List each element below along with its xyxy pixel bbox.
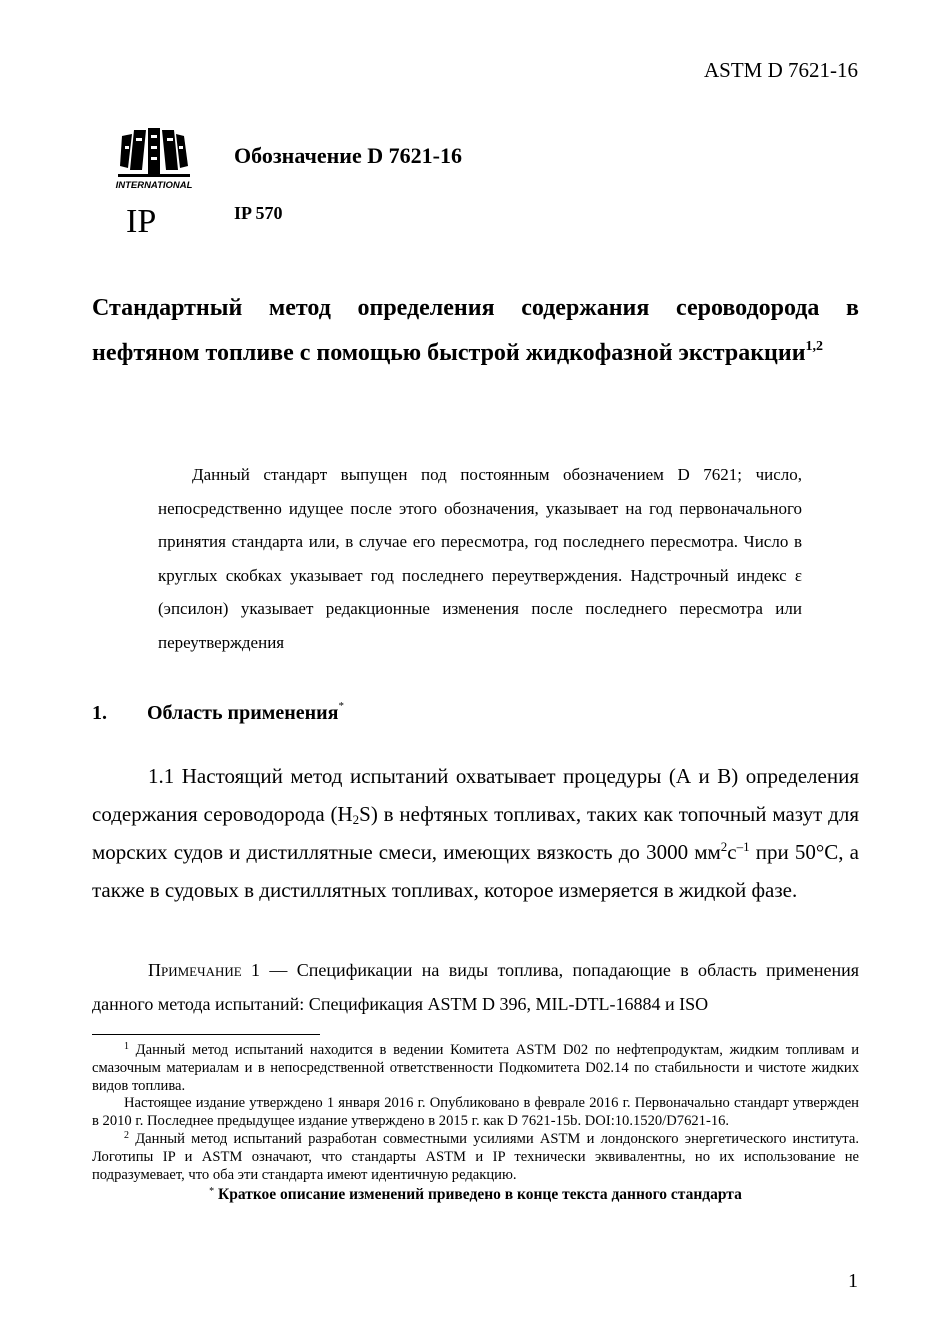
astm-logo [112, 126, 196, 194]
note-1 [92, 953, 859, 1021]
designation-notice: Данный стандарт выпущен под постоянным обозначением D 7621; число, непосредственно идущее после этого обозначения, указывает на год первоначального принятия стандарта или, в случае его пересмотра, год последнего пересмотра. Число в круглых скобках указывает год последнего переутверждения. Надстрочный индекс ε (эпсилон) указывает редакционные изменения после последнего пересмотра или переутверждения [158, 465, 802, 652]
footnote-1-text: Данный метод испытаний находится в ведении Комитета ASTM D02 по нефтепродуктам, жидким топливам и смазочным материалам и в непосредственной ответственности Подкомитета D02.14 по стабильности и чистоте жидких видов топлива. [92, 1042, 859, 1094]
footnote-1-mark: 1 [124, 1041, 129, 1052]
footnote-2-mark: 2 [124, 1129, 129, 1141]
footnotes [92, 1042, 859, 1204]
header-standard-code: ASTM D 7621-16 [703, 58, 858, 82]
svg-text:IP: IP [126, 203, 157, 236]
footnote-star-text: Краткое описание изменений приведено в конце текста данного стандарта [214, 1186, 742, 1204]
note-text: 1 — Спецификации на виды топлива, попадающие в область применения данного метода испытаний: Спецификация ASTM D 396, MIL-DTL-16884 и ISO [92, 960, 859, 1014]
para-subscript: 2 [352, 812, 360, 827]
footnote-star [92, 1186, 859, 1204]
section-footnote-ref: * [338, 700, 344, 712]
document-title [92, 286, 859, 376]
para-superscript-1: 2 [720, 839, 728, 854]
page-number: 1 [848, 1270, 858, 1292]
svg-text:INTERNATIONAL: INTERNATIONAL [115, 180, 193, 191]
designation-heading: Обозначение D 7621-16 [234, 143, 462, 168]
section-heading [92, 702, 344, 725]
para-superscript-2: –1 [736, 839, 750, 854]
para-text-1: 1.1 Настоящий метод испытаний охватывает процедуры (А и В) определения содержания сероводорода (H [92, 764, 859, 826]
paragraph-1-1 [92, 757, 859, 909]
footnote-star-mark: * [209, 1186, 215, 1198]
ip-number: IP 570 [234, 203, 283, 223]
footnote-divider [92, 1034, 320, 1035]
title-text: Стандартный метод определения содержания сероводорода в нефтяном топливе с помощью быстрой жидкофазной экстракции [92, 295, 859, 366]
para-text-2: S) в нефтяных топливах, таких как топочный мазут для морских судов и дистиллятные смеси, имеющих вязкость до 3000 мм [92, 802, 859, 864]
section-number: 1. [92, 702, 107, 724]
title-footnote-ref: 1,2 [805, 339, 824, 354]
footnote-2 [92, 1131, 859, 1184]
note-label: Примечание [148, 960, 242, 980]
ip-logo [122, 200, 166, 236]
section-title: Область применения [147, 702, 339, 724]
footnote-1 [92, 1042, 859, 1095]
footnote-2-text: Данный метод испытаний разработан совместными усилиями ASTM и лондонского энергетического института. Логотипы IP и ASTM означают, что стандарты ASTM и IP технически эквивалентны, но их использование не подразумевает, что оба эти стандарта имеют идентичную редакцию. [92, 1130, 859, 1183]
footnote-1-continued: Настоящее издание утверждено 1 января 2016 г. Опубликовано в феврале 2016 г. Первоначально стандарт утвержден в 2010 г. Последнее предыдущее издание утверждено в 2015 г. как D 7621-15b. DOI:10.1520/D7621-16. [92, 1095, 859, 1130]
para-text-3: с [727, 840, 737, 864]
para-text-4: при 50°C, а также в судовых в дистиллятных топливах, которое измеряется в жидкой фазе. [92, 840, 859, 902]
